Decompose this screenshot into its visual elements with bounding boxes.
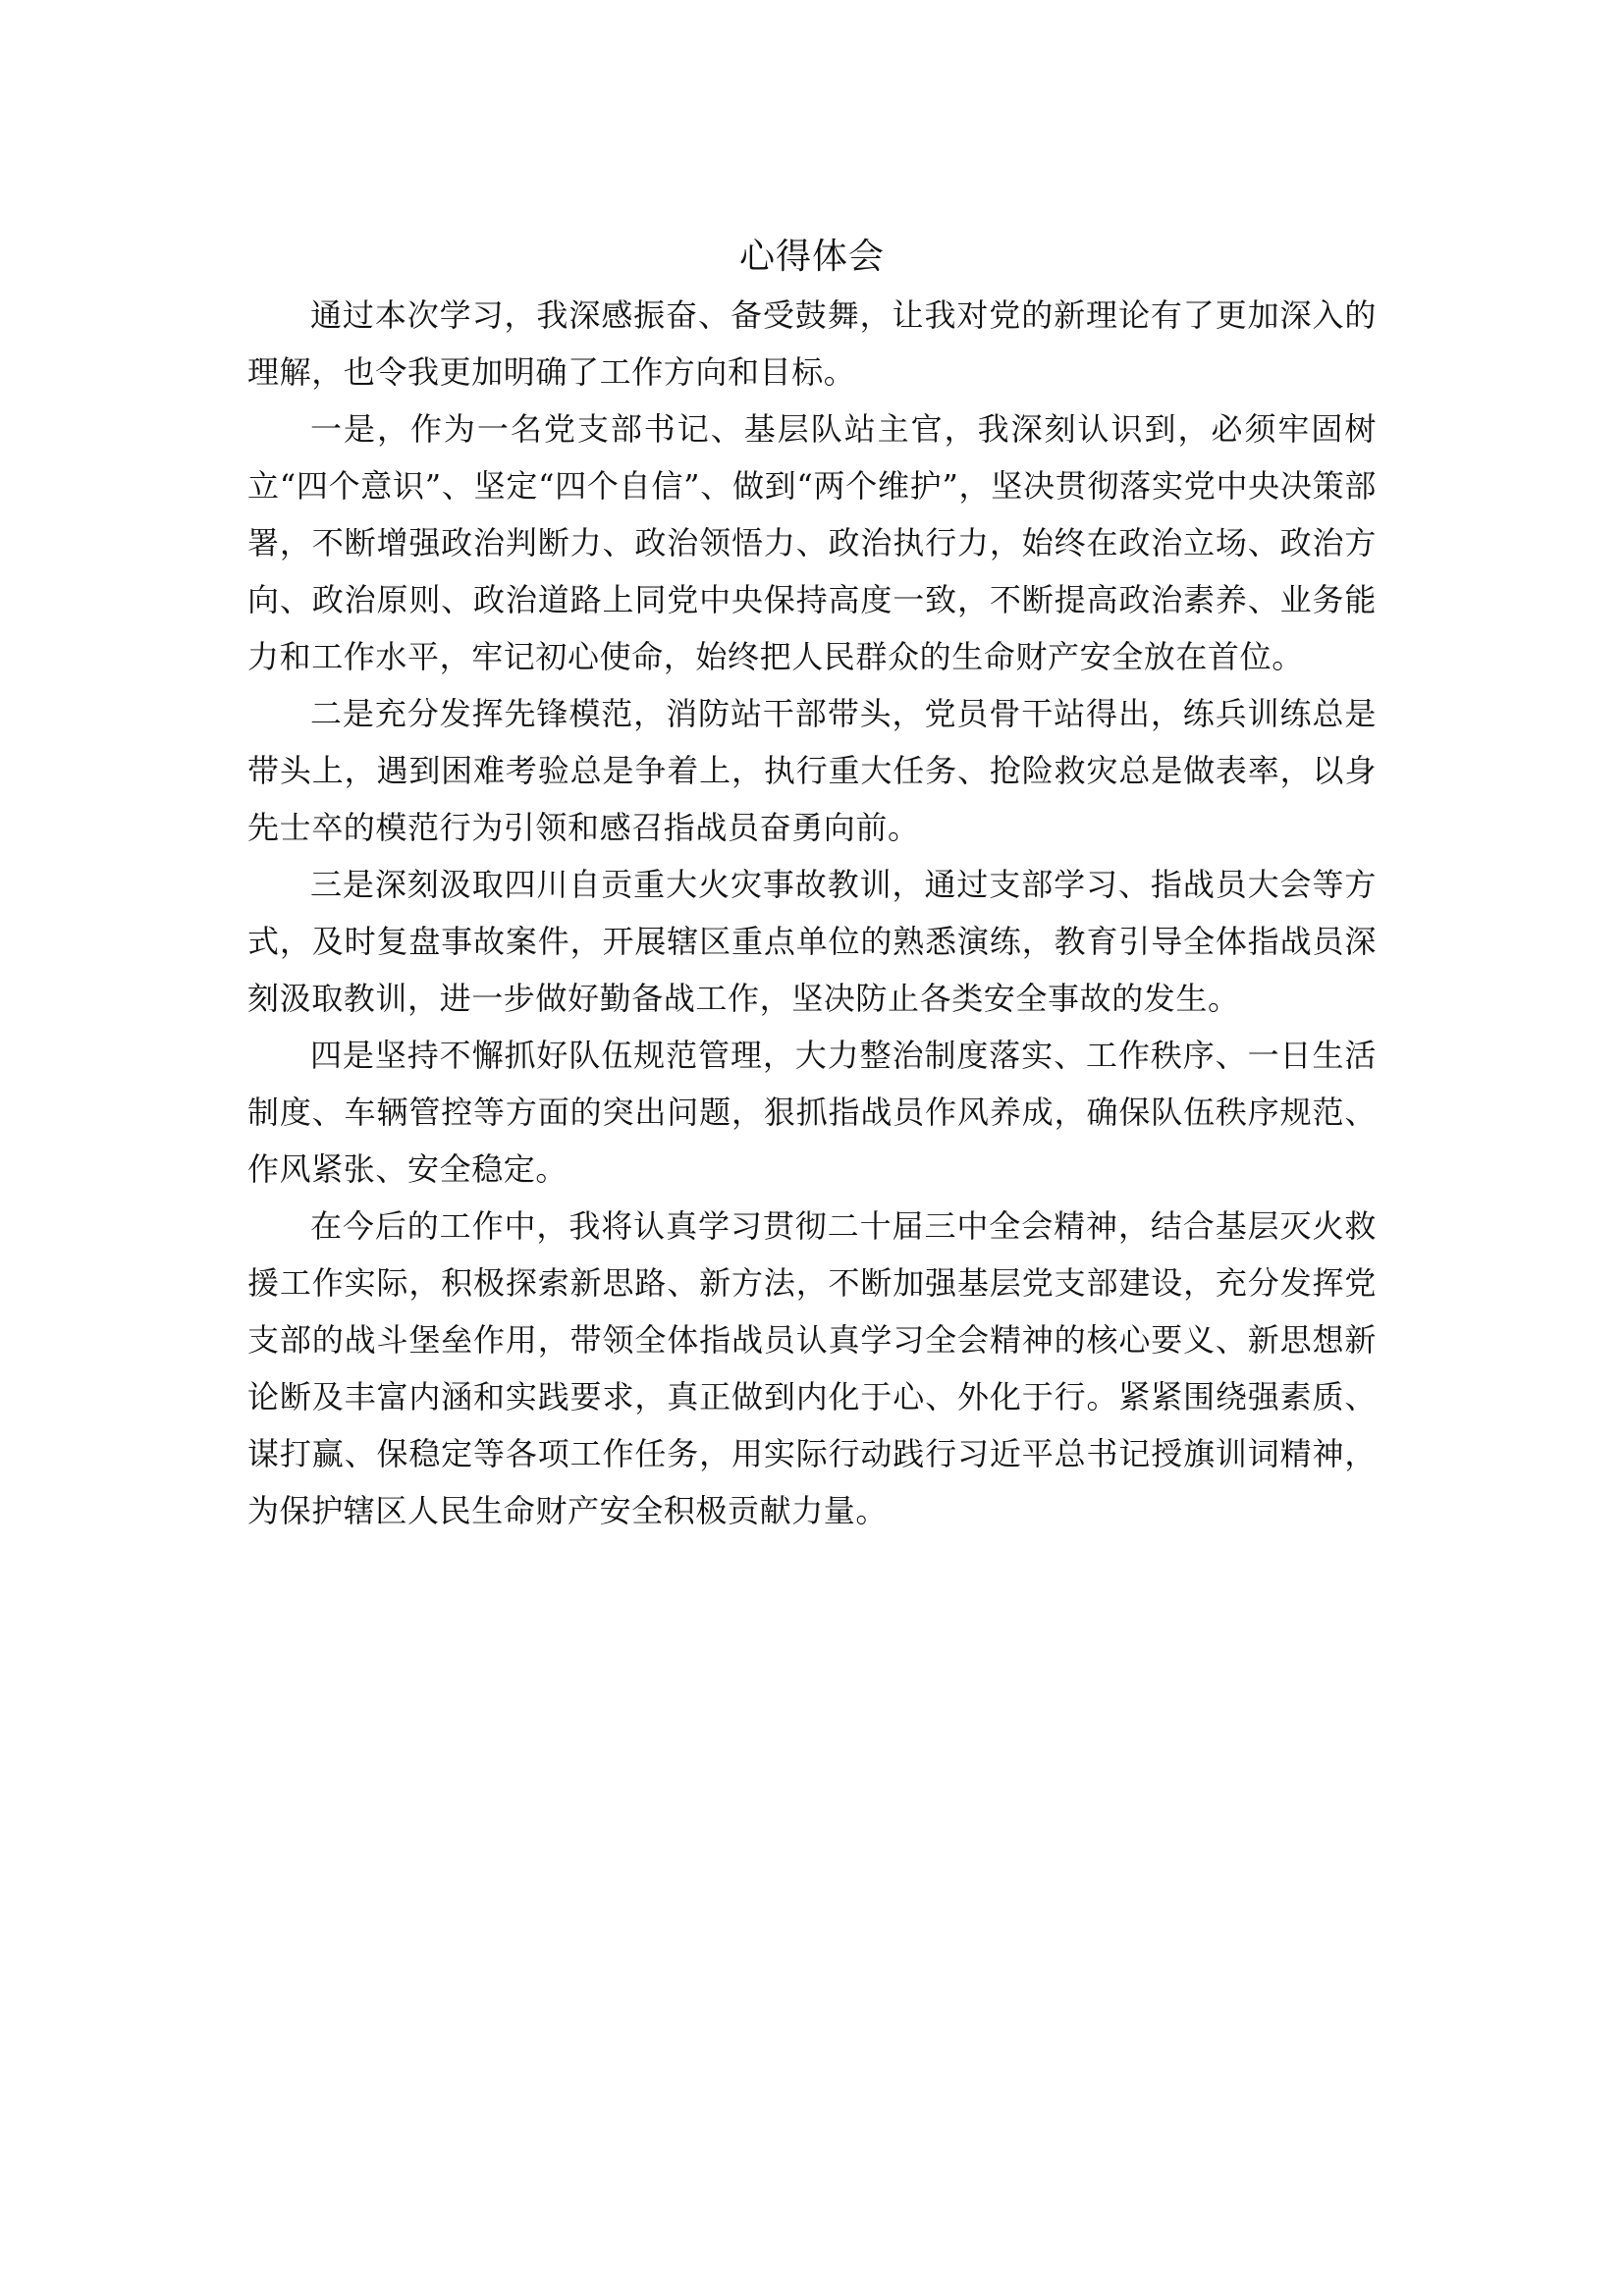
paragraph-point-one: 一是，作为一名党支部书记、基层队站主官，我深刻认识到，必须牢固树立“四个意识”、坚定“四个自信”、做到“两个维护”，坚决贯彻落实党中央决策部署，不断增强政治判断力、政治领悟力、政治执行力，始终在政治立场、政治方向、政治原则、政治道路上同党中央保持高度一致，不断提高政治素养、业务能力和工作水平，牢记初心使命，始终把人民群众的生命财产安全放在首位。	[247, 410, 1377, 675]
paragraph-point-two: 二是充分发挥先锋模范，消防站干部带头，党员骨干站得出，练兵训练总是带头上，遇到困难考验总是争着上，执行重大任务、抢险救灾总是做表率，以身先士卒的模范行为引领和感召指战员奋勇向前。	[247, 695, 1377, 846]
document-title: 心得体会	[738, 237, 885, 277]
paragraph-conclusion: 在今后的工作中，我将认真学习贯彻二十届三中全会精神，结合基层灭火救援工作实际，积极探索新思路、新方法，不断加强基层党支部建设，充分发挥党支部的战斗堡垒作用，带领全体指战员认真学习全会精神的核心要义、新思想新论断及丰富内涵和实践要求，真正做到内化于心、外化于行。紧紧围绕强素质、谋打赢、保稳定等各项工作任务，用实际行动践行习近平总书记授旗训词精神，为保护辖区人民生命财产安全积极贡献力量。	[247, 1207, 1377, 1529]
paragraph-point-four: 四是坚持不懈抓好队伍规范管理，大力整治制度落实、工作秩序、一日生活制度、车辆管控等方面的突出问题，狠抓指战员作风养成，确保队伍秩序规范、作风紧张、安全稳定。	[247, 1037, 1377, 1188]
document-body	[247, 228, 1377, 1539]
paragraph-intro: 通过本次学习，我深感振奋、备受鼓舞，让我对党的新理论有了更加深入的理解，也令我更加明确了工作方向和目标。	[247, 296, 1377, 391]
paragraph-point-three: 三是深刻汲取四川自贡重大火灾事故教训，通过支部学习、指战员大会等方式，及时复盘事故案件，开展辖区重点单位的熟悉演练，教育引导全体指战员深刻汲取教训，进一步做好勤备战工作，坚决防止各类安全事故的发生。	[247, 866, 1377, 1017]
